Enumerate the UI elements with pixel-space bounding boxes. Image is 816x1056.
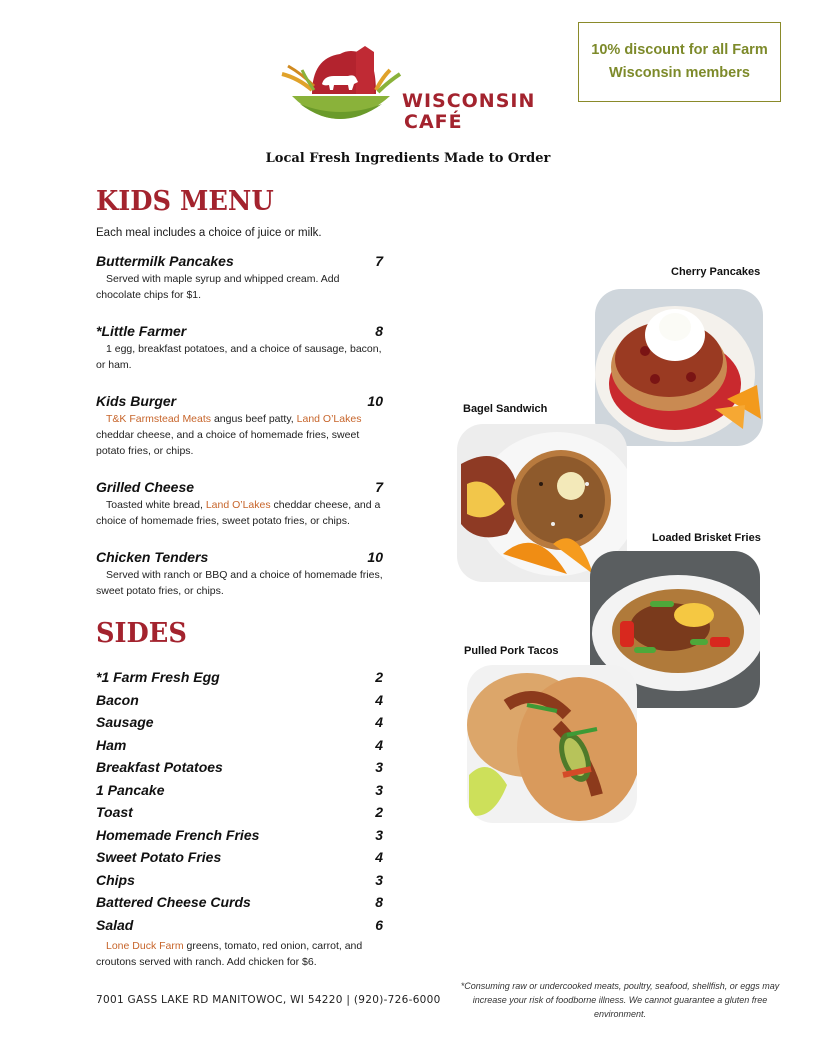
- side-item: 1 Pancake 3: [96, 781, 383, 798]
- item-name: Grilled Cheese: [96, 479, 195, 495]
- side-item: *1 Farm Fresh Egg 2: [96, 669, 383, 686]
- item-desc: 1 egg, breakfast potatoes, and a choice of sausage, bacon, or ham.: [96, 343, 382, 371]
- menu-item: Kids Burger 10 T&K Farmstead Meats angus beef patty, Land O’Lakes cheddar cheese, and a choice of homemade fries, sweet potato fries, or chips.: [96, 393, 383, 457]
- supplier-link: T&K Farmstead Meats: [106, 413, 212, 425]
- side-item: Bacon 4: [96, 691, 383, 708]
- logo-word-cafe: CAFÉ: [404, 111, 463, 133]
- side-item: Sausage 4: [96, 714, 383, 731]
- salad-desc: Lone Duck Farm greens, tomato, red onion, carrot, and croutons served with ranch. Add chicken for $6.: [96, 940, 363, 968]
- menu-item: [96, 253, 386, 303]
- menu-item: [96, 323, 386, 373]
- side-item: Sweet Potato Fries 4: [96, 849, 383, 866]
- side-item: Ham 4: [96, 736, 383, 753]
- photo-label-tacos: Pulled Pork Tacos: [464, 645, 559, 657]
- discount-box: [578, 22, 781, 102]
- discount-text: 10% discount for all Farm Wisconsin members: [591, 42, 768, 81]
- side-item: Battered Cheese Curds 8: [96, 894, 383, 911]
- item-price: 10: [367, 393, 383, 409]
- item-price: 8: [375, 323, 383, 339]
- item-name: Buttermilk Pancakes: [96, 253, 234, 269]
- side-item: Chips 3: [96, 871, 383, 888]
- kids-menu-title: KIDS MENU: [96, 186, 274, 217]
- cherry-pancakes-photo: [595, 289, 763, 446]
- pulled-pork-tacos-photo: [467, 665, 637, 823]
- sides-list: [96, 666, 386, 970]
- side-item: Breakfast Potatoes 3: [96, 759, 383, 776]
- side-item: Homemade French Fries 3: [96, 826, 383, 843]
- photo-label-cherry: Cherry Pancakes: [671, 266, 761, 278]
- disclaimer: *Consuming raw or undercooked meats, poultry, seafood, shellfish, or eggs may increase your risk of foodborne illness. We cannot guarantee a gluten free environment.: [460, 981, 780, 1019]
- menu-item: Grilled Cheese 7 Toasted white bread, Land O’Lakes cheddar cheese, and a choice of homemade fries, sweet potato fries, or chips.: [96, 479, 383, 527]
- item-name: *Little Farmer: [96, 323, 187, 339]
- side-item: Toast 2: [96, 804, 383, 821]
- supplier-link: Land O’Lakes: [296, 413, 362, 425]
- kids-menu-intro: Each meal includes a choice of juice or milk.: [96, 227, 322, 239]
- item-desc: Served with ranch or BBQ and a choice of homemade fries, sweet potato fries, or chips.: [96, 569, 383, 597]
- address: 7001 GASS LAKE RD MANITOWOC, WI 54220 | (920)-726-6000: [96, 994, 441, 1006]
- photo-label-brisket: Loaded Brisket Fries: [652, 532, 761, 544]
- sides-title: SIDES: [96, 618, 187, 649]
- item-name: Chicken Tenders: [96, 549, 209, 565]
- side-item: Salad 6: [96, 916, 383, 933]
- item-price: 10: [367, 549, 383, 565]
- item-price: 7: [375, 479, 383, 495]
- supplier-link: Lone Duck Farm: [106, 940, 184, 952]
- menu-item: [96, 549, 386, 599]
- logo-word-wisconsin: WISCONSIN: [402, 90, 536, 112]
- supplier-link: Land O’Lakes: [205, 499, 271, 511]
- photo-label-bagel: Bagel Sandwich: [463, 403, 548, 415]
- item-price: 7: [375, 253, 383, 269]
- tagline: Local Fresh Ingredients Made to Order: [265, 151, 551, 166]
- item-desc: Served with maple syrup and whipped cream. Add chocolate chips for $1.: [96, 273, 340, 301]
- item-name: Kids Burger: [96, 393, 177, 409]
